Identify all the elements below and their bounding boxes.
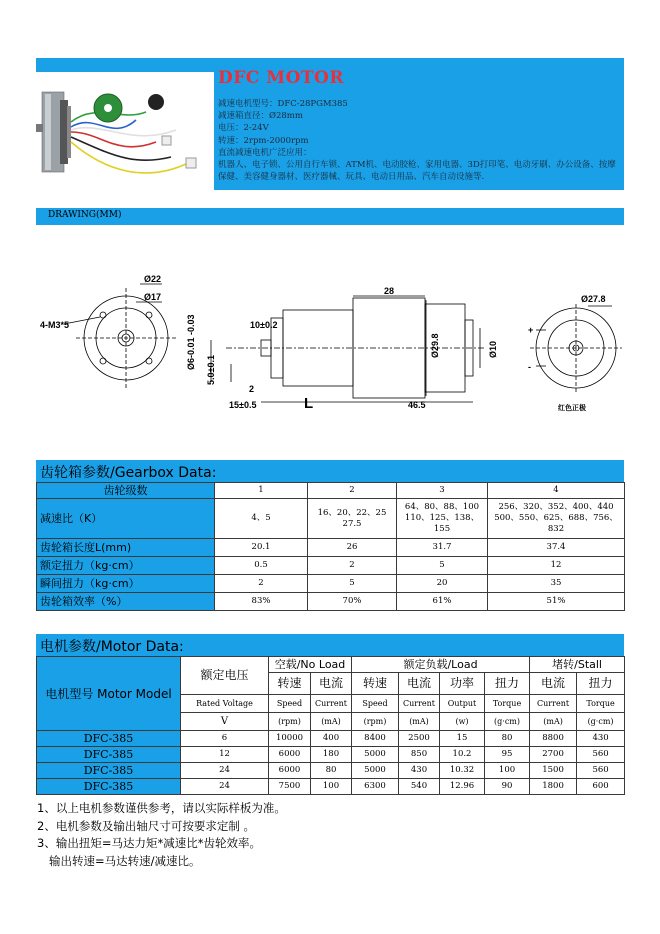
gearbox-section-bar xyxy=(36,460,624,482)
col-unit: (mA) xyxy=(530,713,577,731)
table-cell: 2 xyxy=(215,575,308,593)
table-cell: 430 xyxy=(399,763,440,779)
table-cell: 12 xyxy=(488,557,625,575)
table-cell: 31.7 xyxy=(397,539,488,557)
table-cell: 3 xyxy=(397,483,488,499)
table-cell: 5 xyxy=(397,557,488,575)
notes xyxy=(37,800,286,870)
spec-model: 减速电机型号：DFC-28PGM385 xyxy=(218,99,348,109)
terminal-minus: - xyxy=(528,362,531,372)
table-cell: 12.96 xyxy=(440,779,485,795)
table-cell: 20 xyxy=(397,575,488,593)
table-cell: 26 xyxy=(308,539,397,557)
table-row xyxy=(37,779,625,795)
note-1: 1、以上电机参数谨供参考，请以实际样板为准。 xyxy=(37,801,286,815)
drawing-section-label: DRAWING(MM) xyxy=(48,210,122,220)
col-unit: (mA) xyxy=(399,713,440,731)
dim-shaft-length: 10±0.2 xyxy=(250,320,278,330)
spec-diameter: 减速箱直径：Ø28mm xyxy=(218,111,303,122)
table-cell: 1 xyxy=(215,483,308,499)
col-header-cn: 扭力 xyxy=(485,673,530,695)
col-header-en: Speed xyxy=(269,695,311,713)
table-cell: 15 xyxy=(440,731,485,747)
table-cell: 600 xyxy=(577,779,625,795)
row-label-instant-torque: 瞬间扭力（kg·cm） xyxy=(37,575,215,593)
spec-applications: 机器人、电子锁、公用自行车锁、ATM机、电动胶枪、家用电器、3D打印笔、电动牙刷、办公设备、按摩保健、美容健身器材、医疗器械、玩具、电动日用品、汽车自动设施等. xyxy=(218,160,616,183)
col-unit: (w) xyxy=(440,713,485,731)
model-cell: DFC-385 xyxy=(37,731,181,747)
table-cell: 4 xyxy=(488,483,625,499)
col-header-cn: 电流 xyxy=(399,673,440,695)
table-cell: 12 xyxy=(181,747,269,763)
table-cell: 100 xyxy=(485,763,530,779)
table-cell: 560 xyxy=(577,763,625,779)
note-2: 2、电机参数及输出轴尺寸可按要求定制 。 xyxy=(37,818,255,833)
table-row xyxy=(37,557,625,575)
table-cell: 2500 xyxy=(399,731,440,747)
table-cell: 51% xyxy=(488,593,625,611)
col-unit: (rpm) xyxy=(269,713,311,731)
table-cell: 24 xyxy=(181,763,269,779)
table-cell: 560 xyxy=(577,747,625,763)
table-cell: 540 xyxy=(399,779,440,795)
note-3: 3、输出扭矩=马达力矩*减速比*齿轮效率。 xyxy=(37,836,261,850)
motor-table xyxy=(36,656,625,795)
dim-d17: Ø17 xyxy=(144,292,162,302)
table-row xyxy=(37,593,625,611)
col-header-cn: 扭力 xyxy=(577,673,625,695)
table-cell: 180 xyxy=(311,747,352,763)
dim-shaft-diameter: Ø6-0.01 -0.03 xyxy=(186,314,196,370)
table-cell: 5000 xyxy=(352,747,399,763)
col-header-cn: 转速 xyxy=(269,673,311,695)
model-header: 电机型号 Motor Model xyxy=(37,657,181,731)
table-cell: 5000 xyxy=(352,763,399,779)
table-cell: 6000 xyxy=(269,763,311,779)
table-row xyxy=(37,483,625,499)
gearbox-table xyxy=(36,482,625,611)
note-4: 输出转速=马达转速/减速比。 xyxy=(49,853,201,868)
header-banner xyxy=(36,58,624,190)
gearbox-title: 齿轮箱参数/Gearbox Data: xyxy=(40,465,217,481)
voltage-header: 额定电压 xyxy=(181,657,269,695)
table-cell: 850 xyxy=(399,747,440,763)
row-label-ratio: 减速比（K） xyxy=(37,499,215,539)
table-cell: 80 xyxy=(311,763,352,779)
col-header-en: Speed xyxy=(352,695,399,713)
dim-m3: 4-M3*5 xyxy=(40,320,70,330)
rear-view xyxy=(530,304,622,392)
table-cell: 95 xyxy=(485,747,530,763)
dim-flat: 5.0±0.1 xyxy=(206,355,216,385)
table-cell: 8400 xyxy=(352,731,399,747)
table-cell: 70% xyxy=(308,593,397,611)
table-cell: 16、20、22、25 27.5 xyxy=(308,499,397,539)
group-load: 额定负载/Load xyxy=(352,657,530,673)
table-cell: 10000 xyxy=(269,731,311,747)
table-cell: 64、80、88、100 110、125、138、155 xyxy=(397,499,488,539)
motor-rows xyxy=(37,731,625,795)
col-header-en: Torque xyxy=(485,695,530,713)
dim-28: 28 xyxy=(384,286,395,296)
table-cell: 6 xyxy=(181,731,269,747)
product-title: DFC MOTOR xyxy=(218,68,344,88)
dim-two: 2 xyxy=(249,384,255,394)
motor-title: 电机参数/Motor Data: xyxy=(40,639,184,655)
table-cell: 20.1 xyxy=(215,539,308,557)
col-header-en: Torque xyxy=(577,695,625,713)
col-header-en: Output xyxy=(440,695,485,713)
table-cell: 6000 xyxy=(269,747,311,763)
table-cell: 24 xyxy=(181,779,269,795)
table-row xyxy=(37,731,625,747)
spec-voltage: 电压：2-24V xyxy=(218,123,269,134)
dim-L: L xyxy=(304,395,314,412)
drawing-section-bar xyxy=(36,208,624,225)
table-cell: 80 xyxy=(485,731,530,747)
col-header-en: Current xyxy=(311,695,352,713)
col-unit: (g·cm) xyxy=(577,713,625,731)
col-header-en: Current xyxy=(399,695,440,713)
table-cell: 256、320、352、400、440 500、550、625、688、756、832 xyxy=(488,499,625,539)
row-label-rated-torque: 额定扭力（kg·cm） xyxy=(37,557,215,575)
table-row xyxy=(37,575,625,593)
col-header-cn: 转速 xyxy=(352,673,399,695)
technical-drawing xyxy=(36,240,624,430)
table-cell: 2700 xyxy=(530,747,577,763)
model-cell: DFC-385 xyxy=(37,779,181,795)
table-cell: 8800 xyxy=(530,731,577,747)
dim-27-8: Ø27.8 xyxy=(581,294,606,304)
red-positive-label: 红色正极 xyxy=(558,405,586,412)
col-header-cn: 功率 xyxy=(440,673,485,695)
table-cell: 90 xyxy=(485,779,530,795)
table-cell: 61% xyxy=(397,593,488,611)
table-cell: 83% xyxy=(215,593,308,611)
spec-list xyxy=(218,98,618,183)
table-cell: 1800 xyxy=(530,779,577,795)
col-unit: (rpm) xyxy=(352,713,399,731)
table-cell: 6300 xyxy=(352,779,399,795)
table-cell: 5 xyxy=(308,575,397,593)
table-row xyxy=(37,539,625,557)
spec-speed: 转速：2rpm-2000rpm xyxy=(218,135,309,146)
table-cell: 4、5 xyxy=(215,499,308,539)
table-cell: 37.4 xyxy=(488,539,625,557)
table-cell: 2 xyxy=(308,483,397,499)
col-header-cn: 电流 xyxy=(311,673,352,695)
dim-15: 15±0.5 xyxy=(229,400,257,410)
dim-29-8: Ø29.8 xyxy=(430,333,440,358)
table-cell: 10.32 xyxy=(440,763,485,779)
table-cell: 430 xyxy=(577,731,625,747)
col-unit: (g·cm) xyxy=(485,713,530,731)
col-header-cn: 电流 xyxy=(530,673,577,695)
terminal-plus: + xyxy=(528,325,534,335)
table-cell: 7500 xyxy=(269,779,311,795)
col-header-en: Current xyxy=(530,695,577,713)
model-cell: DFC-385 xyxy=(37,763,181,779)
motor-photo xyxy=(36,72,214,190)
col-unit: (mA) xyxy=(311,713,352,731)
group-no-load: 空载/No Load xyxy=(269,657,352,673)
voltage-header-en: Rated Voltage xyxy=(181,695,269,713)
table-cell: 35 xyxy=(488,575,625,593)
voltage-unit: V xyxy=(181,713,269,731)
row-label-stages: 齿轮级数 xyxy=(37,483,215,499)
dim-d22: Ø22 xyxy=(144,274,162,284)
table-cell: 100 xyxy=(311,779,352,795)
dim-d10: Ø10 xyxy=(488,340,498,358)
table-cell: 2 xyxy=(308,557,397,575)
row-label-length: 齿轮箱长度L(mm) xyxy=(37,539,215,557)
table-cell: 0.5 xyxy=(215,557,308,575)
table-row xyxy=(37,747,625,763)
dim-46-5: 46.5 xyxy=(408,400,426,410)
table-cell: 1500 xyxy=(530,763,577,779)
table-row xyxy=(37,657,625,673)
table-row xyxy=(37,499,625,539)
motor-section-bar xyxy=(36,634,624,656)
row-label-efficiency: 齿轮箱效率（%） xyxy=(37,593,215,611)
table-cell: 400 xyxy=(311,731,352,747)
group-stall: 堵转/Stall xyxy=(530,657,625,673)
model-cell: DFC-385 xyxy=(37,747,181,763)
table-row xyxy=(37,763,625,779)
spec-applications-heading: 直流减速电机广泛应用： xyxy=(218,147,312,158)
table-cell: 10.2 xyxy=(440,747,485,763)
